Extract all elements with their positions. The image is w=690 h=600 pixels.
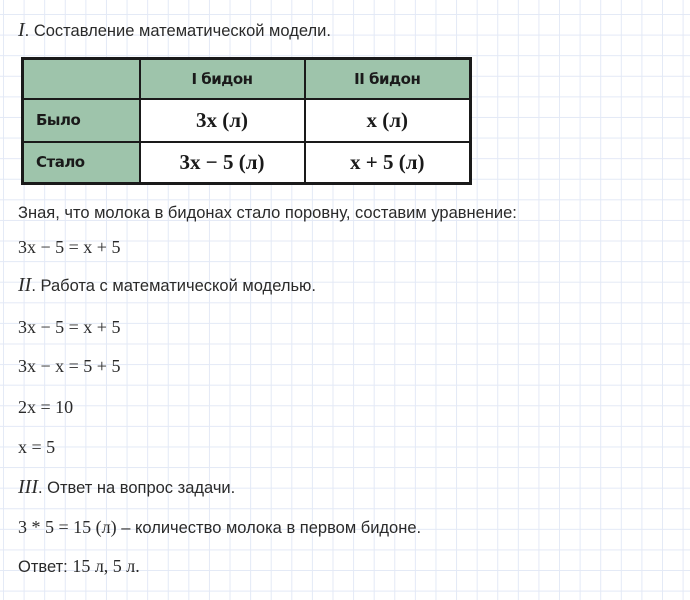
solution-step-3: 2x = 10 xyxy=(18,397,74,417)
section-3-title: . Ответ на вопрос задачи. xyxy=(37,479,236,497)
table-row xyxy=(23,142,471,184)
section-1-title: . Составление математической модели. xyxy=(24,22,331,40)
calculation-expr: 3 * 5 = 15 (л) xyxy=(18,517,117,537)
row-label-became: Стало xyxy=(23,142,140,184)
table-header-can-1: I бидон xyxy=(140,59,305,99)
cell-became-can-1 xyxy=(140,142,305,184)
solution-step-4: x = 5 xyxy=(18,437,56,457)
intro-text: Зная, что молока в бидонах стало поровну, составим уравнение: xyxy=(18,204,517,222)
calculation-text: – количество молока в первом бидоне. xyxy=(116,519,422,537)
section-2-title: . Работа с математической моделью. xyxy=(31,277,317,295)
table-header-row xyxy=(23,59,471,99)
section-2-numeral: II xyxy=(18,274,32,296)
section-3-heading xyxy=(18,477,235,498)
cell-value: x (л) xyxy=(366,107,409,132)
section-1-heading xyxy=(18,20,331,41)
answer-line xyxy=(18,556,140,577)
cell-value: x + 5 (л) xyxy=(350,149,425,174)
cell-value: 3x (л) xyxy=(195,107,249,132)
table-header-empty xyxy=(23,59,140,99)
solution-step-2: 3x − x = 5 + 5 xyxy=(18,356,121,376)
row-label-was: Было xyxy=(23,99,140,142)
cell-was-can-1 xyxy=(140,99,305,142)
answer-value: 15 л, 5 л. xyxy=(72,556,140,576)
solution-step-1: 3x − 5 = x + 5 xyxy=(18,317,121,337)
answer-label: Ответ: xyxy=(18,558,73,576)
section-2-heading xyxy=(18,275,316,296)
section-1-numeral: I xyxy=(18,19,25,41)
cell-value: 3x − 5 (л) xyxy=(179,149,265,174)
equation-main: 3x − 5 = x + 5 xyxy=(18,237,121,257)
calculation-line xyxy=(18,517,421,538)
table-row xyxy=(23,99,471,142)
table-header-can-2: II бидон xyxy=(305,59,471,99)
cell-was-can-2 xyxy=(305,99,471,142)
model-table xyxy=(21,57,472,185)
cell-became-can-2 xyxy=(305,142,471,184)
section-3-numeral: III xyxy=(18,476,38,498)
